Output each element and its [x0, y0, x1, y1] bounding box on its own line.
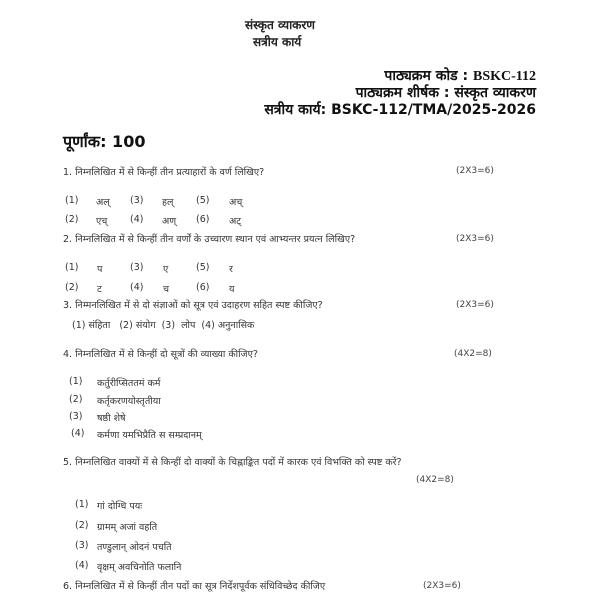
q4-option: षष्ठी शेषे: [97, 413, 126, 424]
q5-option-num: (4): [75, 560, 89, 571]
question-4-marks: (4X2=8): [454, 349, 492, 359]
course-code-value: BSKC-112: [472, 69, 536, 84]
q5-option-num: (1): [75, 499, 89, 510]
q2-option: प: [97, 264, 103, 275]
q2-option: य: [229, 284, 235, 295]
q2-option: ट: [97, 284, 102, 295]
q1-option: अल्: [96, 197, 110, 208]
document-title: संस्कृत व्याकरण: [245, 18, 315, 32]
q2-option-num: (1): [65, 262, 79, 273]
question-5: 5. निम्नलिखित वाक्यों में से किन्हीं दो वाक्यों के चिह्नाङ्कित पदों में कारक एवं विभक्ति को स्पष्ट करें?: [63, 457, 402, 468]
q4-option-num: (4): [71, 428, 85, 439]
q1-option-num: (5): [196, 195, 210, 206]
total-marks: पूर्णांक: 100: [63, 132, 146, 151]
q1-option-num: (4): [130, 214, 144, 225]
q5-option: ग्रामम् अजां वहति: [97, 522, 158, 533]
q2-option-num: (3): [130, 262, 144, 273]
q5-option-num: (2): [75, 520, 89, 531]
q2-option: ए: [163, 264, 169, 275]
q5-option: वृक्षम् अवचिनोति फलानि: [97, 562, 182, 573]
q1-option-num: (1): [65, 195, 79, 206]
q5-option-num: (3): [75, 540, 89, 551]
q4-option: कर्तृकरणयोस्तृतीया: [97, 396, 161, 407]
q2-option-num: (6): [196, 282, 210, 293]
assignment-label: सत्रीय कार्य:: [264, 102, 327, 118]
assignment-code: [264, 100, 536, 119]
question-6: 6. निम्नलिखित में से किन्हीं तीन पदों का सूत्र निर्देशपूर्वक संधिविच्छेद कीजिए: [63, 581, 326, 592]
q4-option: कर्मणा यमभिप्रैति स सम्प्रदानम्: [97, 430, 202, 441]
course-code-label: पाठ्यक्रम कोड :: [384, 68, 469, 84]
q4-option-num: (3): [69, 411, 83, 422]
course-title-label: पाठ्यक्रम शीर्षक :: [355, 85, 450, 101]
assignment-value: BSKC-112/TMA/2025-2026: [331, 102, 536, 118]
q4-option-num: (2): [69, 394, 83, 405]
q1-option: एच्: [96, 216, 108, 227]
q1-option-num: (2): [65, 214, 79, 225]
q2-option-num: (5): [196, 262, 210, 273]
q4-option-num: (1): [69, 376, 83, 387]
q5-option: तण्डुलान् ओदनं पचति: [97, 542, 172, 553]
q3-options: (1) संहिता (2) संयोग (3) लोप (4) अनुनासिक: [72, 320, 255, 331]
question-2: 2. निम्नलिखित में से किन्हीं तीन वर्णों के उच्चारण स्थान एवं आभ्यन्तर प्रयत्न लिखिए?: [63, 234, 356, 245]
question-4: 4. निम्नलिखित में से किन्हीं दो सूत्रों की व्याख्या कीजिए?: [63, 349, 258, 360]
question-1: 1. निम्नलिखित में से किन्हीं तीन प्रत्याहारों के वर्ण लिखिए?: [63, 167, 265, 178]
q1-option: अट्: [229, 216, 242, 227]
q1-option: अच्: [229, 197, 243, 208]
q1-option-num: (6): [196, 214, 210, 225]
q2-option-num: (2): [65, 282, 79, 293]
question-3: 3. निम्मनलिखित में से दो संज्ञाओं को सूत्र एवं उदाहरण सहित स्पष्ट कीजिए?: [63, 300, 323, 311]
q4-option: कर्तुरीप्सिततमं कर्म: [97, 378, 161, 389]
q2-option-num: (4): [130, 282, 144, 293]
q2-option: च: [163, 284, 170, 295]
q1-option-num: (3): [130, 195, 144, 206]
course-title-value: संस्कृत व्याकरण: [454, 85, 536, 101]
q5-option: गां दोग्धि पयः: [97, 501, 143, 512]
question-5-marks: (4X2=8): [416, 475, 454, 485]
document-subtitle: सत्रीय कार्य: [253, 35, 302, 49]
question-3-marks: (2X3=6): [456, 300, 494, 310]
q2-option: र: [229, 264, 233, 275]
q1-option: अण्: [162, 216, 177, 227]
q1-option: हल्: [162, 197, 174, 208]
question-6-marks: (2X3=6): [423, 581, 461, 591]
question-1-marks: (2X3=6): [456, 166, 494, 176]
question-2-marks: (2X3=6): [456, 234, 494, 244]
